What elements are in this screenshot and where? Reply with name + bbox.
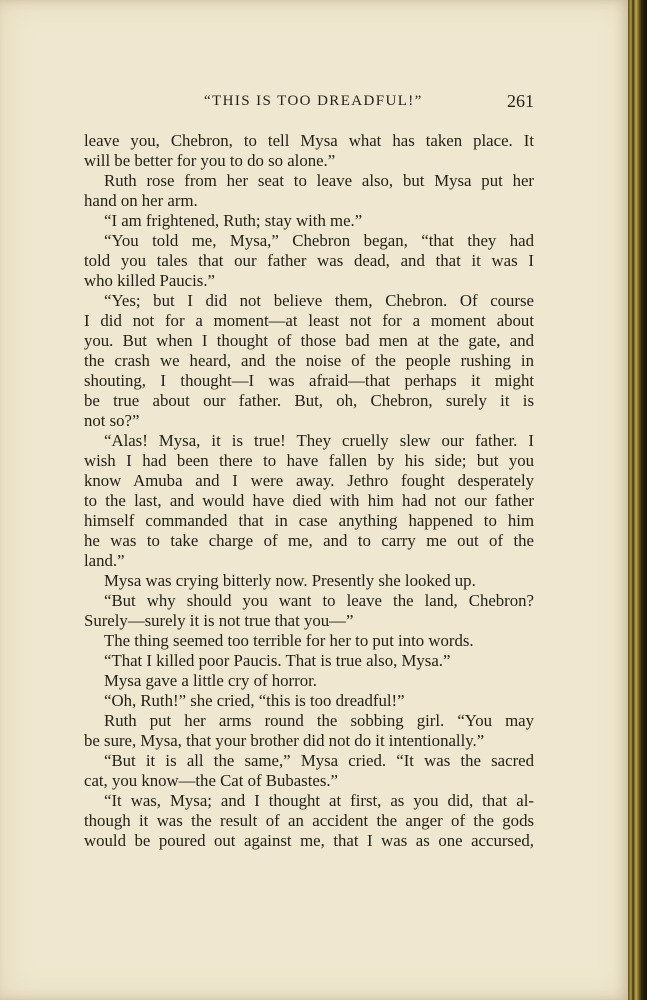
text-line: cat, you know—the Cat of Bubastes.” [84, 771, 338, 790]
text-line: Mysa was crying bitterly now. Presently she looked up. [104, 571, 476, 590]
text-line: not so?” [84, 411, 140, 430]
text-line: hand on her arm. [84, 191, 198, 210]
text-line: he was to take charge of me, and to carry me out of the [84, 531, 534, 550]
text-line: “Oh, Ruth!” she cried, “this is too dreadful!” [104, 691, 405, 710]
text-line: “But why should you want to leave the land, Chebron? [104, 591, 534, 610]
body-text [84, 131, 534, 851]
text-line: “That I killed poor Paucis. That is true also, Mysa.” [104, 651, 451, 670]
text-line: be true about our father. But, oh, Chebron, surely it is [84, 391, 534, 410]
text-line: will be better for you to do so alone.” [84, 151, 336, 170]
text-line: himself commanded that in case anything happened to him [84, 511, 534, 530]
text-line: “Alas! Mysa, it is true! They cruelly slew our father. I [104, 431, 534, 450]
text-line: Mysa gave a little cry of horror. [104, 671, 317, 690]
text-line: leave you, Chebron, to tell Mysa what has taken place. It [84, 131, 534, 150]
text-line: Surely—surely it is not true that you—” [84, 611, 354, 630]
text-line: to the last, and would have died with him had not our father [84, 491, 534, 510]
text-line: though it was the result of an accident the anger of the gods [84, 811, 534, 830]
text-line: shouting, I thought—I was afraid—that perhaps it might [84, 371, 534, 390]
text-line: I did not for a moment—at least not for a moment about [84, 311, 534, 330]
book-binding-edge [628, 0, 647, 1000]
text-line: you. But when I thought of those bad men at the gate, and [84, 331, 534, 350]
text-line: “Yes; but I did not believe them, Chebron. Of course [104, 291, 534, 310]
text-line: told you tales that our father was dead, and that it was I [84, 251, 534, 270]
page-number: 261 [507, 91, 534, 111]
text-line: who killed Paucis.” [84, 271, 215, 290]
text-line: be sure, Mysa, that your brother did not do it intentionally.” [84, 731, 485, 750]
text-line: “I am frightened, Ruth; stay with me.” [104, 211, 363, 230]
text-line: The thing seemed too terrible for her to put into words. [104, 631, 474, 650]
text-line: the crash we heard, and the noise of the people rushing in [84, 351, 534, 370]
running-title: “THIS IS TOO DREADFUL!” [204, 93, 423, 109]
page-header [84, 93, 534, 115]
text-line: “It was, Mysa; and I thought at first, as you did, that al- [104, 791, 534, 810]
text-line: know Amuba and I were away. Jethro fought desperately [84, 471, 534, 490]
text-line: would be poured out against me, that I was as one accursed, [84, 831, 534, 850]
text-line: land.” [84, 551, 125, 570]
text-line: “But it is all the same,” Mysa cried. “It was the sacred [104, 751, 534, 770]
text-line: Ruth rose from her seat to leave also, but Mysa put her [104, 171, 534, 190]
text-line: “You told me, Mysa,” Chebron began, “that they had [104, 231, 534, 250]
text-line: wish I had been there to have fallen by his side; but you [84, 451, 534, 470]
text-line: Ruth put her arms round the sobbing girl. “You may [104, 711, 534, 730]
